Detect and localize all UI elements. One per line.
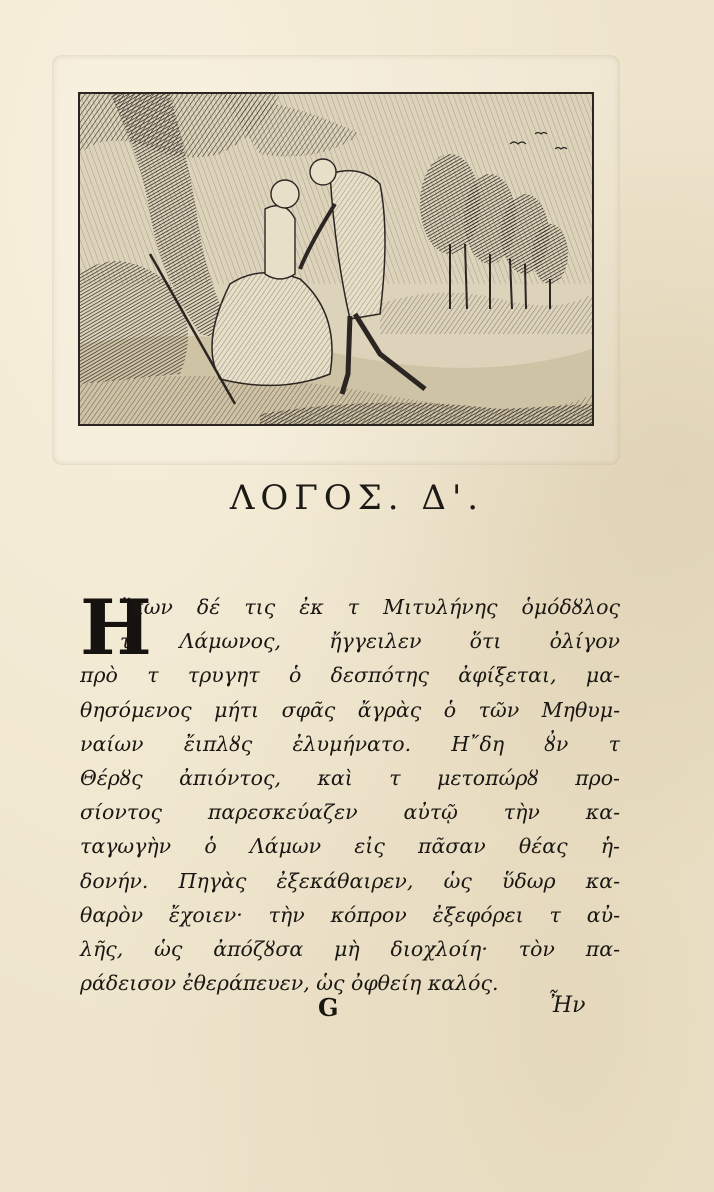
drop-cap: Η [80, 583, 152, 672]
text-line: δονήν. Πηγὰς ἐξεκάθαιρεν, ὡς ὕδωρ κα- [80, 868, 620, 893]
catchword: Ἦν [548, 993, 586, 1018]
text-line: ράδεισον ἐθεράπευεν, ὡς ὀφθείη καλός. [80, 971, 499, 996]
text-line: σίοντος παρεσκεύαζεν αὐτῷ τὴν κα- [80, 800, 620, 825]
text-line: θησόμενος μήτι σφᾶς ἄγρὰς ὁ τῶν Μηθυμ- [80, 697, 620, 722]
text-line: πρὸ τ τρυγητ ὁ δεσπότης ἀφίξεται, μα- [80, 663, 620, 688]
chapter-heading: ΛΟΓΟΣ. Δ'. [229, 478, 485, 518]
text-line: ταγωγὴν ὁ Λάμων εἰς πᾶσαν θέας ἡ- [80, 834, 620, 859]
text-body [80, 583, 620, 1000]
engraving-scene [80, 94, 592, 424]
text-line: τ Λάμωνος, ἤγγειλεν ὅτι ὀλίγον [120, 629, 620, 654]
text-line: θαρὸν ἔχοιεν· τὴν κόπρον ἐξεφόρει τ αὐ- [80, 902, 620, 927]
text-line: ναίων ἔιπλȣς ἐλυμήνατο. Η῎δη ȣ̓ν τ [80, 731, 620, 756]
signature-mark: G [318, 993, 339, 1022]
text-line: Θέρȣς ἀπιόντος, καὶ τ μετοπώρȣ προ- [80, 765, 620, 790]
text-line: ῎κων δέ τις ἐκ τ Μιτυλήνης ὁμόδȣλος [120, 595, 620, 619]
text-line: λῆς, ὡς ἀπόζȣσα μὴ διοχλοίη· τὸν πα- [80, 936, 620, 961]
engraving-illustration [78, 92, 594, 426]
